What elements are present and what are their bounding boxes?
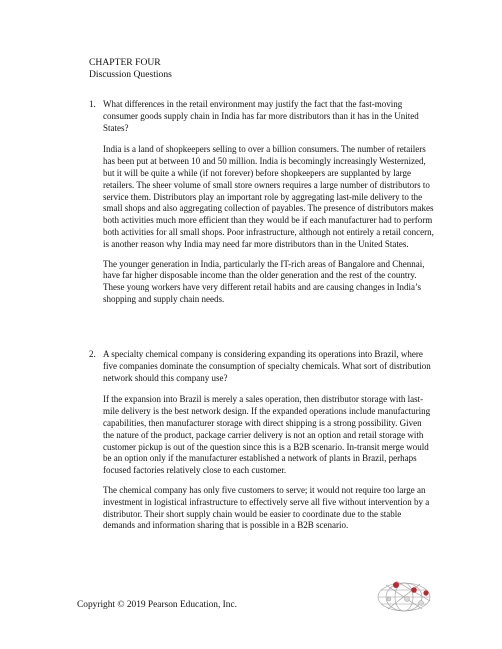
answer-paragraph: If the expansion into Brazil is merely a sales operation, then distributor storage with last-mile delivery is the best network design. If the expanded operations include manufacturing capabilities, then manufacturer storage with direct shipping is a strong possibility. Given the nature of the product, package carrier delivery is not an option and retail storage with customer pickup is out of the question since this is a B2B scenario. In-transit merge would be an option only if the manufacturer established a network of plants in Brazil, perhaps focused factories relatively close to each customer. <box>103 394 431 476</box>
question-item-2 <box>89 349 434 532</box>
answer-paragraph: The chemical company has only five customers to serve; it would not require too large an investment in logistical infrastructure to effectively serve all five without intervention by a distributor. Their short supply chain would be easier to coordinate due to the stable demands and information sharing that is possible in a B2B scenario. <box>103 484 430 531</box>
answer-paragraph: The younger generation in India, particularly the IT-rich areas of Bangalore and Chennai, have far higher disposable income than the older generation and the rest of the country. These young workers have very different retail habits and are causing changes in India’s shopping and supply chain needs. <box>103 258 425 304</box>
copyright-footer: Copyright © 2019 Pearson Education, Inc. <box>77 600 237 610</box>
network-globe-logo-icon <box>374 575 436 615</box>
question-text: A specialty chemical company is considering expanding its operations into Brazil, where five companies dominate the consumption of specialty chemicals. What sort of distribution network should this company use? <box>103 349 431 383</box>
answer-paragraph: India is a land of shopkeepers selling to over a billion consumers. The number of retailers has been put at between 10 and 50 million. India is becomingly increasingly Westernized, but it will be quite a while (if not forever) before shopkeepers are supplanted by large retailers. The sheer volume of small store owners requires a large number of distributors to service them. Distributors play an important role by aggregating last-mile delivery to the small shops and also aggregating collection of payables. The presence of distributors makes both activities much more efficient than they would be if each manufacturer had to perform both activities for all small shops. Poor infrastructure, although not entirely a retail concern, is another reason why India may need far more distributors than in the United States. <box>103 144 434 249</box>
chapter-subtitle: Discussion Questions <box>89 69 172 80</box>
chapter-heading <box>89 57 172 81</box>
question-number: 2. <box>89 349 96 359</box>
chapter-title: CHAPTER FOUR <box>89 57 161 68</box>
question-number: 1. <box>89 99 96 109</box>
question-item-1 <box>89 99 434 306</box>
question-text: What differences in the retail environment may justify the fact that the fast-moving consumer goods supply chain in India has far more distributors than it has in the United States? <box>103 99 419 133</box>
